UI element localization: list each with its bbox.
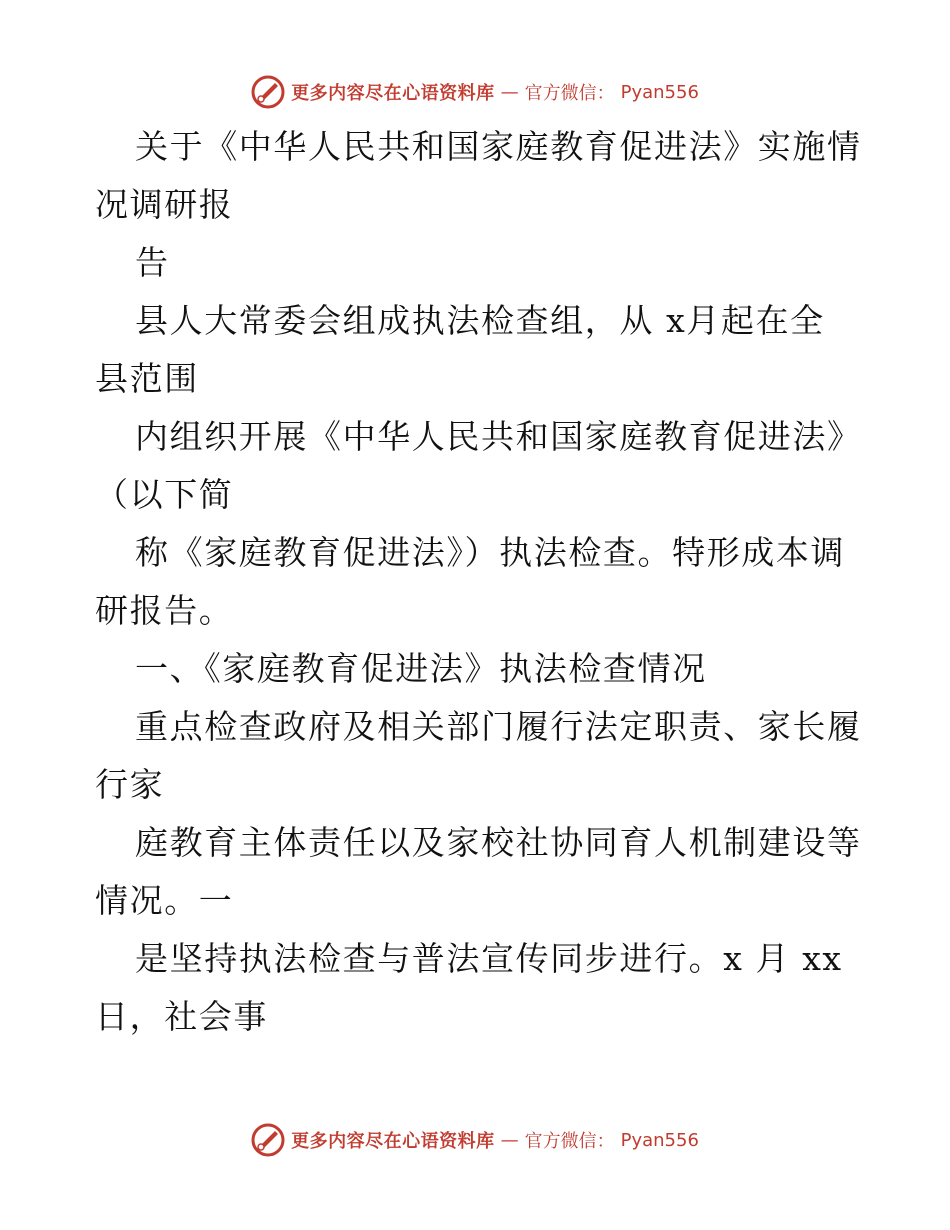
- document-body: [95, 118, 862, 1046]
- body-line: 内组织开展《中华人民共和国家庭教育促进法》: [135, 417, 862, 456]
- footer-wechat-label: 官方微信：: [524, 1131, 615, 1152]
- body-line: 称《家庭教育促进法》）执法检查。特形成本调: [135, 533, 846, 572]
- footer-brand-text: 更多内容尽在心语资料库: [291, 1131, 495, 1152]
- body-line: 县人大常委会组成执法检查组，从 x月起在全: [135, 301, 825, 340]
- header-separator: —: [500, 81, 519, 103]
- body-line: 情况。一: [95, 881, 234, 920]
- body-line: 行家: [95, 765, 165, 804]
- body-line: 研报告。: [95, 591, 234, 630]
- body-line: 县范围: [95, 359, 199, 398]
- header-brand-text: 更多内容尽在心语资料库: [291, 83, 495, 104]
- header-wechat-label: 官方微信：: [524, 83, 615, 104]
- footer-wechat-account: Pyan556: [620, 1129, 699, 1151]
- footer-separator: —: [500, 1129, 519, 1151]
- body-line: 重点检查政府及相关部门履行法定职责、家长履: [135, 707, 862, 746]
- brand-logo-icon: [251, 1123, 285, 1157]
- footer-watermark-banner: [0, 1120, 950, 1160]
- header-watermark-banner: [0, 72, 950, 112]
- body-line: （以下简: [95, 475, 234, 514]
- body-line: 况调研报: [95, 185, 234, 224]
- body-line: 关于《中华人民共和国家庭教育促进法》实施情: [135, 127, 862, 166]
- header-wechat-account: Pyan556: [620, 81, 699, 103]
- body-line: 庭教育主体责任以及家校社协同育人机制建设等: [135, 823, 862, 862]
- section-heading: 一、《家庭教育促进法》执法检查情况: [135, 649, 707, 688]
- body-line: 是坚持执法检查与普法宣传同步进行。x 月 xx: [135, 939, 843, 978]
- body-line: 告: [135, 243, 170, 282]
- body-line: 日，社会事: [95, 997, 268, 1036]
- brand-logo-icon: [251, 75, 285, 109]
